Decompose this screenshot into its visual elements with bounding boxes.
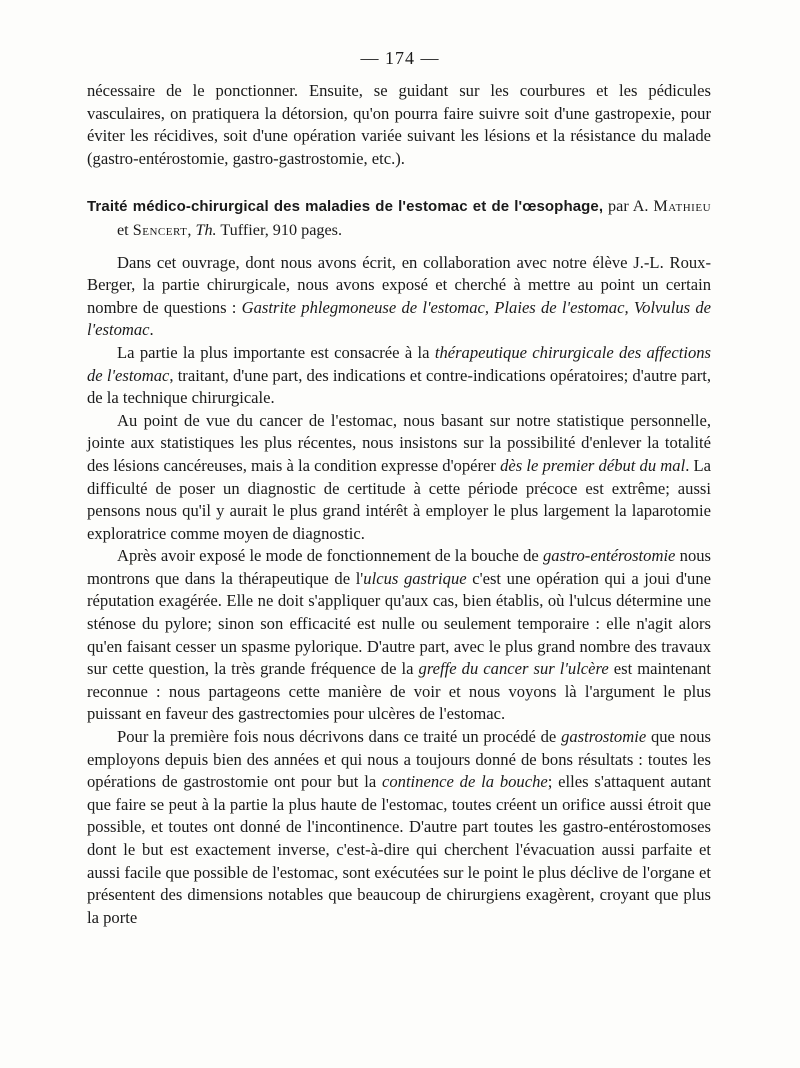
paragraph-4-text-g: est maintenant reconnue : nous partageons cette manière de voir et nous voyons là l'argument le plus puissant en faveur des gastrectomies pour ulcères de l'estomac. <box>87 659 711 724</box>
book-details: Tuffier, 910 pages. <box>216 220 343 239</box>
paragraph-4-text-e: c'est une opération qui a joui d'une réputation exagérée. Elle ne doit s'appliquer qu'aux cas, bien établis, où l'ulcus détermine une sténose du pylore; sinon son efficacité est nulle ou seulement temporaire : elle n'agit alors qu'en faisant cesser un spasme pylorique. D'autre part, avec le plus grand nombre des travaux sur cette question, la très grande fréquence de la <box>87 568 711 679</box>
book-comma: , <box>187 220 196 239</box>
page-body <box>87 80 711 929</box>
book-publisher: Th. <box>195 220 217 239</box>
paragraph-1-text-c: . <box>149 320 154 340</box>
paragraph-5-text-e: ; elles s'attaquent autant que faire se peut à la partie la plus haute de l'estomac, toutes créent un orifice aussi étroit que possible, et toutes ont donné de l'incontinence. D'autre part toutes les gastro-entérostomoses dont le but est exactement inverse, c'est-à-dire qui cherchent l'évacuation aussi parfaite et aussi facile que possible de l'estomac, sont exécutées sur le point le plus déclive de l'organe et présentent des dimensions notables que beaucoup de chirurgiens exagèrent, croyant que plus la porte <box>87 772 711 927</box>
book-entry-heading <box>87 195 711 241</box>
paragraph-3-italic: dès le premier début du mal <box>500 455 686 475</box>
paragraph-4-text-c: nous montrons que dans la thérapeutique de l' <box>87 546 711 588</box>
intro-paragraph: nécessaire de le ponctionner. Ensuite, se guidant sur les courbures et les pédicules vasculaires, on pratiquera la détorsion, qu'on pourra faire suivre soit d'une gastropexie, pour éviter les récidives, soit d'une opération variée suivant les lésions et la résistance du malade (gastro-entérostomie, gastro-gastrostomie, etc.). <box>87 81 711 168</box>
book-author-2: Sencert <box>132 220 188 239</box>
paragraph-2 <box>87 342 711 410</box>
book-author-1: Mathieu <box>653 197 712 216</box>
paragraph-5-text-a: Pour la première fois nous décrivons dans ce traité un procédé de <box>117 727 562 747</box>
paragraph-3 <box>87 410 711 546</box>
paragraph-1 <box>87 252 711 342</box>
paragraph-1-text-a: Dans cet ouvrage, dont nous avons écrit, en collaboration avec notre élève J.-L. Roux-Berger, la partie chirurgicale, nous avons exposé et cherché à mettre au point un certain nombre de questions : <box>87 252 711 317</box>
paragraph-4-italic-f: greffe du cancer sur l'ulcère <box>418 659 609 679</box>
paragraph-5-text-c: que nous employons depuis bien des années et qui nous a toujours donné de bons résultats : toutes les opérations de gastrostomie ont pour but la <box>87 727 711 792</box>
paragraph-3-text-a: Au point de vue du cancer de l'estomac, nous basant sur notre statistique personnelle, jointe aux statistiques les plus récentes, nous insistons sur la possibilité d'enlever la totalité des lésions cancéreuses, mais à la condition expresse d'opérer <box>87 410 711 475</box>
paragraph-4-text-a: Après avoir exposé le mode de fonctionnement de la bouche de <box>117 546 543 566</box>
paragraph-2-italic: thérapeutique chirurgicale des affections de l'estomac <box>87 342 711 385</box>
page-number: — 174 — <box>360 48 440 68</box>
book-by: par A. <box>603 197 654 216</box>
paragraph-2-text-a: La partie la plus importante est consacrée à la <box>117 342 435 362</box>
paragraph-5-italic-b: gastrostomie <box>561 727 647 747</box>
section-spacer <box>87 170 711 195</box>
paragraph-4-italic-b: gastro-entérostomie <box>543 546 676 566</box>
paragraph-5-italic-d: continence de la bouche <box>381 772 548 792</box>
book-title: Traité médico-chirurgical des maladies de l'estomac et de l'œsophage, <box>87 198 604 216</box>
paragraph-3-text-c: . La difficulté de poser un diagnostic de certitude à cette période précoce est extrême; aussi pensons nous qu'il y aurait le plus grand intérêt à employer le plus largement la laparotomie exploratrice comme moyen de diagnostic. <box>87 455 711 543</box>
paragraph-2-text-c: , traitant, d'une part, des indications et contre-indications opératoires; d'autre part, de la technique chirurgicale. <box>87 365 711 408</box>
paragraph-1-italic: Gastrite phlegmoneuse de l'estomac, Plaies de l'estomac, Volvulus de l'estomac <box>87 297 711 340</box>
paragraph-4 <box>87 545 711 726</box>
book-and: et <box>117 220 133 239</box>
heading-spacer <box>87 242 711 252</box>
paragraph-4-italic-d: ulcus gastrique <box>363 568 467 588</box>
paragraph-5 <box>87 726 711 929</box>
